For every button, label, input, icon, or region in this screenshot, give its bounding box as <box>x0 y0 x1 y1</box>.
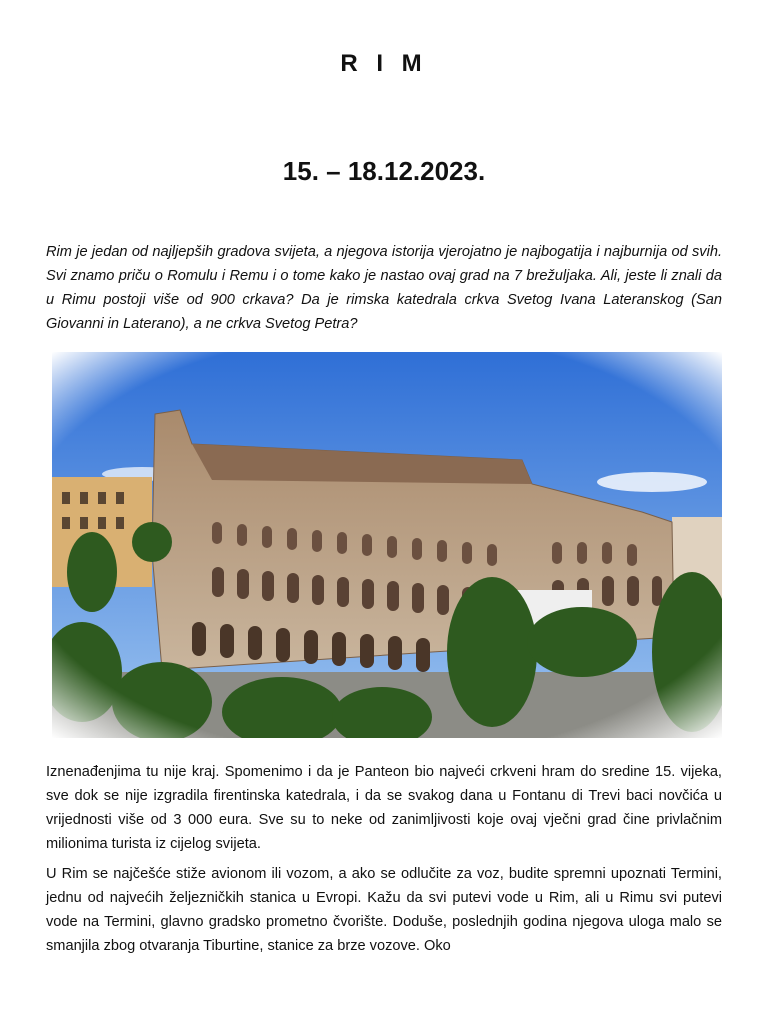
colosseum-photo <box>52 352 722 738</box>
paragraph-2: U Rim se najčešće stiže avionom ili vozom, a ako se odlučite za voz, budite spremni upoznati Termini, jednu od najvećih željezničkih stanica u Evropi. Kažu da svi putevi vode u Rim, ali u Rimu svi putevi vode na Termini, glavno gradsko prometno čvorište. Doduše, poslednjih godina njegova uloga malo se smanjila zbog otvaranja Tiburtine, stanice za brze vozove. Oko <box>46 866 722 954</box>
colosseum-illustration <box>52 352 722 738</box>
page-title: R I M <box>340 50 428 77</box>
cloud <box>597 472 707 492</box>
trip-date: 15. – 18.12.2023. <box>282 156 486 186</box>
intro-paragraph: Rim je jedan od najljepših gradova svijeta, a njegova istorija vjerojatno je najbogatija i najburnija od svih. Svi znamo priču o Romulu i Remu i o tome kako je nastao ovaj grad na 7 brežuljaka. Ali, jeste li znali da u Rimu postoji više od 900 crkava? Da je rimska katedrala crkva Svetog Ivana Lateranskog (San Giovanni in Laterano), a ne crkva Svetog Petra? <box>46 244 722 332</box>
paragraph-1: Iznenađenjima tu nije kraj. Spomenimo i da je Panteon bio najveći crkveni hram do sredine 15. vijeka, sve dok se nije izgradila firentinska katedrala, i da se svakog dana u Fontanu di Trevi baci novčića u vrijednosti više od 3 000 eura. Sve su to neke od zanimljivosti koje ovaj vječni grad čine privlačnim milionima turista iz cijelog svijeta. <box>46 764 722 852</box>
